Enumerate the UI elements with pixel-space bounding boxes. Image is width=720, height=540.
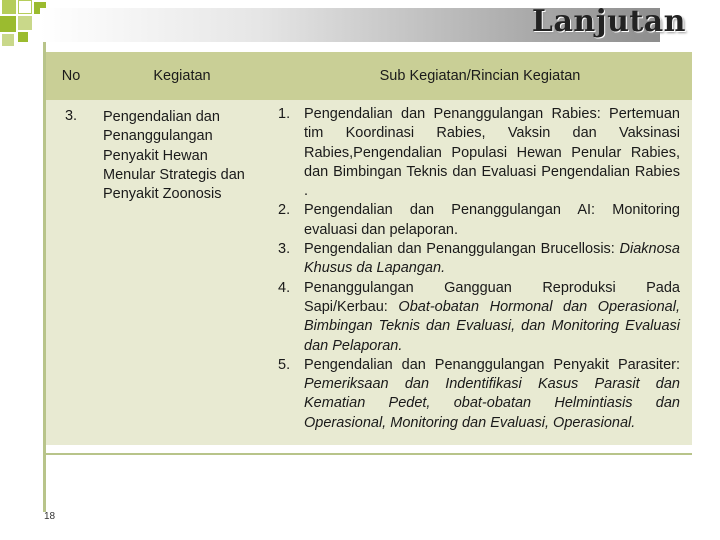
item-text: Pengendalian dan Penanggulangan Rabies: Pertemuan tim Koordinasi Rabies, Vaksin dan Vaksinasi Rabies,Pengendalian Populasi Hewan Penular Rabies, dan Bimbingan Teknis dan Evaluasi Pengendalian Rabies . <box>304 106 680 200</box>
item-heading: Pengendalian dan Penanggulangan Penyakit Parasiter: <box>304 356 680 373</box>
item-heading: Penanggulangan Gangguan Reproduksi Pada Sapi/Kerbau: <box>304 279 680 315</box>
item-number: 1. <box>278 106 291 122</box>
sub-activity-list <box>268 105 680 433</box>
table-bottom-line <box>46 453 692 455</box>
item-number: 4. <box>278 279 291 296</box>
deco-square <box>18 32 28 42</box>
page-number: 18 <box>44 511 56 522</box>
sub-activity-item <box>278 279 680 356</box>
header-sub-kegiatan: Sub Kegiatan/Rincian Kegiatan <box>268 52 692 100</box>
table-row <box>46 100 692 445</box>
item-text <box>304 280 680 354</box>
table-header-row <box>46 52 692 100</box>
item-number: 2. <box>278 202 291 219</box>
deco-square <box>0 16 16 32</box>
activities-table <box>46 52 692 445</box>
cell-kegiatan: Pengendalian dan Penanggulangan Penyakit Hewan Menular Strategis dan Penyakit Zoonosis <box>96 100 268 445</box>
sub-activity-item <box>278 356 680 433</box>
sub-activity-item <box>278 201 680 240</box>
item-detail: Obat-obatan Hormonal dan Operasional, Bimbingan Teknis dan Evaluasi, dan Monitoring Evaluasi dan Pelaporan. <box>304 298 680 354</box>
item-text-part <box>304 357 680 431</box>
slide-title: Lanjutan <box>531 4 686 39</box>
item-text <box>304 241 680 276</box>
item-number: 3. <box>278 241 291 258</box>
sub-activity-item <box>278 105 680 201</box>
item-text <box>304 357 680 431</box>
deco-square <box>18 16 32 30</box>
header-no: No <box>46 52 96 100</box>
item-heading: Pengendalian dan Penanggulangan Brucellosis: <box>304 241 615 258</box>
item-detail: Pemeriksaan dan Indentifikasi Kasus Parasit dan Kematian Pedet, obat-obatan Helmintiasis dan Operasional, Monitoring dan Evaluasi, Operasional. <box>304 376 680 431</box>
deco-square <box>2 34 14 46</box>
header-kegiatan: Kegiatan <box>96 52 268 100</box>
sub-activity-item <box>278 240 680 279</box>
item-detail: Diaknosa Khusus da Lapangan. <box>304 241 680 277</box>
cell-sub-kegiatan <box>268 100 692 445</box>
deco-square <box>2 0 16 14</box>
item-text-part <box>304 241 680 276</box>
item-text-part <box>304 280 680 354</box>
item-text: Pengendalian dan Penanggulangan AI: Monitoring evaluasi dan pelaporan. <box>304 202 680 238</box>
deco-square <box>18 0 32 14</box>
cell-no: 3. <box>46 100 96 445</box>
item-number: 5. <box>278 356 291 373</box>
